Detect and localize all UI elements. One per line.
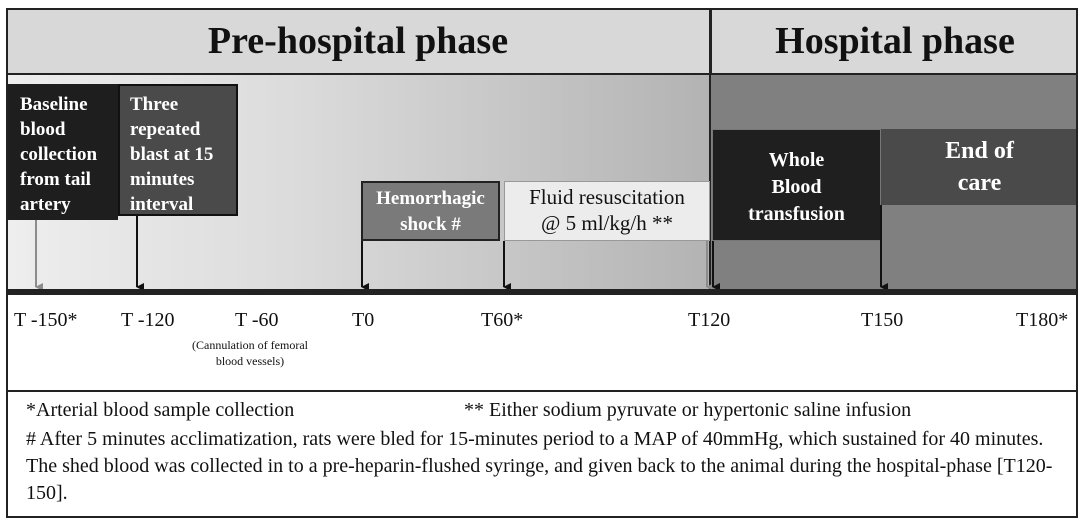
whole-line-2: Blood [771, 176, 822, 198]
baseline-line-5: artery [20, 194, 71, 215]
blast-line-3: blast at 15 [130, 144, 214, 165]
baseline-line-1: Baseline [20, 94, 88, 115]
timeline-axis [6, 289, 1078, 295]
legend-hash: # After 5 minutes acclimatization, rats were bled for 15-minutes period to a MAP of 40mmHg, which sustained for 40 minutes. The shed blood was collected in to a pre-heparin-flushed syringe, and given back to the animal during the hospital-phase [T120-150]. [26, 428, 1053, 504]
baseline-line-4: from tail [20, 169, 91, 190]
hospital-phase-header: Hospital phase [710, 8, 1078, 75]
legend [6, 390, 1078, 518]
baseline-line-3: collection [20, 144, 98, 165]
tick-t60: T60* [481, 309, 524, 331]
blast-line-5: interval [130, 194, 194, 215]
legend-asterisk: *Arterial blood sample collection [26, 399, 295, 421]
whole-line-3: transfusion [748, 203, 845, 225]
tick-t-150: T -150* [14, 309, 78, 331]
end-line-1: End of [945, 138, 1014, 164]
tick-t-120: T -120 [121, 309, 175, 331]
tick-t150: T150 [861, 309, 904, 331]
legend-double-asterisk: ** Either sodium pyruvate or hypertonic saline infusion [464, 399, 912, 421]
hemo-line-2: shock # [400, 214, 461, 235]
whole-line-1: Whole [768, 149, 825, 171]
tick-t-60: T -60 [235, 309, 279, 331]
blast-line-1: Three [130, 94, 179, 115]
cannulation-note: (Cannulation of femoral blood vessels) [192, 338, 308, 368]
tick-t0: T0 [352, 309, 375, 331]
fluid-line-1: Fluid resuscitation [529, 185, 685, 209]
tick-t120: T120 [688, 309, 731, 331]
pre-hospital-phase-header: Pre-hospital phase [6, 8, 710, 75]
blast-line-4: minutes [130, 169, 195, 190]
end-line-2: care [957, 170, 1002, 196]
blast-line-2: repeated [130, 119, 201, 140]
baseline-line-2: blood [20, 119, 66, 140]
hemo-line-1: Hemorrhagic [376, 188, 485, 209]
fluid-line-2: @ 5 ml/kg/h ** [541, 211, 673, 235]
tick-t180: T180* [1016, 309, 1069, 331]
